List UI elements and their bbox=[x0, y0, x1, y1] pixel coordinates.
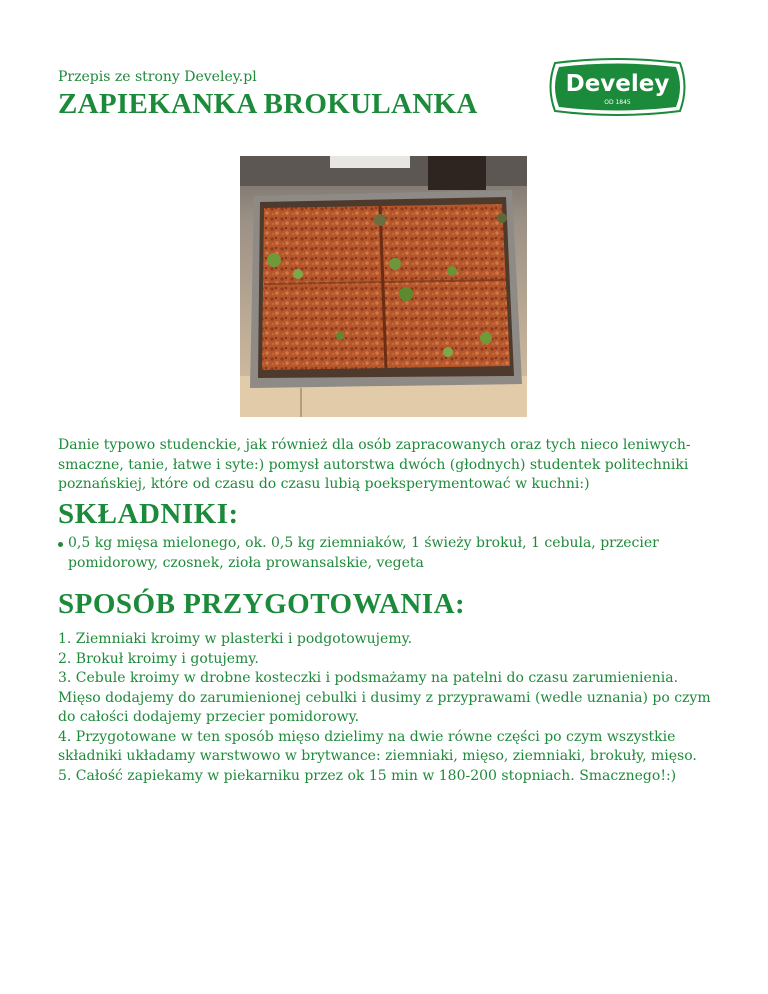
svg-text:Develey: Develey bbox=[565, 71, 670, 97]
method-line: składniki układamy warstwowo w brytwance: ziemniaki, mięso, ziemniaki, brokuły, mięso. bbox=[58, 748, 697, 764]
ingredients-list bbox=[58, 534, 698, 573]
bullet-icon bbox=[58, 542, 63, 547]
intro-line: Danie typowo studenckie, jak również dla osób zapracowanych oraz tych nieco leniwych- bbox=[58, 437, 691, 453]
casserole-photo bbox=[240, 156, 527, 417]
intro-line: poznańskiej, które od czasu do czasu lubią poeksperymentować w kuchni:) bbox=[58, 476, 590, 492]
method-line: 2. Brokuł kroimy i gotujemy. bbox=[58, 650, 259, 667]
ingredients-heading: SKŁADNIKI: bbox=[58, 498, 239, 530]
method-line: 4. Przygotowane w ten sposób mięso dzielimy na dwie równe części po czym wszystkie bbox=[58, 728, 676, 745]
intro-line: smaczne, tanie, łatwe i syte:) pomysł autorstwa dwóch (głodnych) studentek politechniki bbox=[58, 456, 689, 473]
recipe-title: ZAPIEKANKA BROKULANKA bbox=[58, 88, 478, 120]
ingredients-line: pomidorowy, czosnek, zioła prowansalskie, vegeta bbox=[68, 554, 424, 571]
intro-paragraph bbox=[58, 436, 708, 495]
develey-logo bbox=[545, 57, 690, 117]
svg-text:OD 1845: OD 1845 bbox=[604, 99, 631, 106]
ingredients-line: 0,5 kg mięsa mielonego, ok. 0,5 kg ziemniaków, 1 świeży brokuł, 1 cebula, przecier bbox=[68, 535, 659, 551]
method-line: 5. Całość zapiekamy w piekarniku przez ok 15 min w 180-200 stopniach. Smacznego!:) bbox=[58, 767, 677, 784]
method-line: Mięso dodajemy do zarumienionej cebulki i dusimy z przyprawami (wedle uznania) po czym bbox=[58, 689, 711, 706]
method-line: 3. Cebule kroimy w drobne kosteczki i podsmażamy na patelni do czasu zarumienienia. bbox=[58, 670, 679, 686]
method-line: 1. Ziemniaki kroimy w plasterki i podgotowujemy. bbox=[58, 631, 413, 647]
source-line: Przepis ze strony Develey.pl bbox=[58, 69, 257, 85]
method-line: do całości dodajemy przecier pomidorowy. bbox=[58, 709, 360, 725]
method-heading: SPOSÓB PRZYGOTOWANIA: bbox=[58, 588, 466, 620]
list-item bbox=[58, 534, 698, 573]
method-steps bbox=[58, 630, 718, 786]
